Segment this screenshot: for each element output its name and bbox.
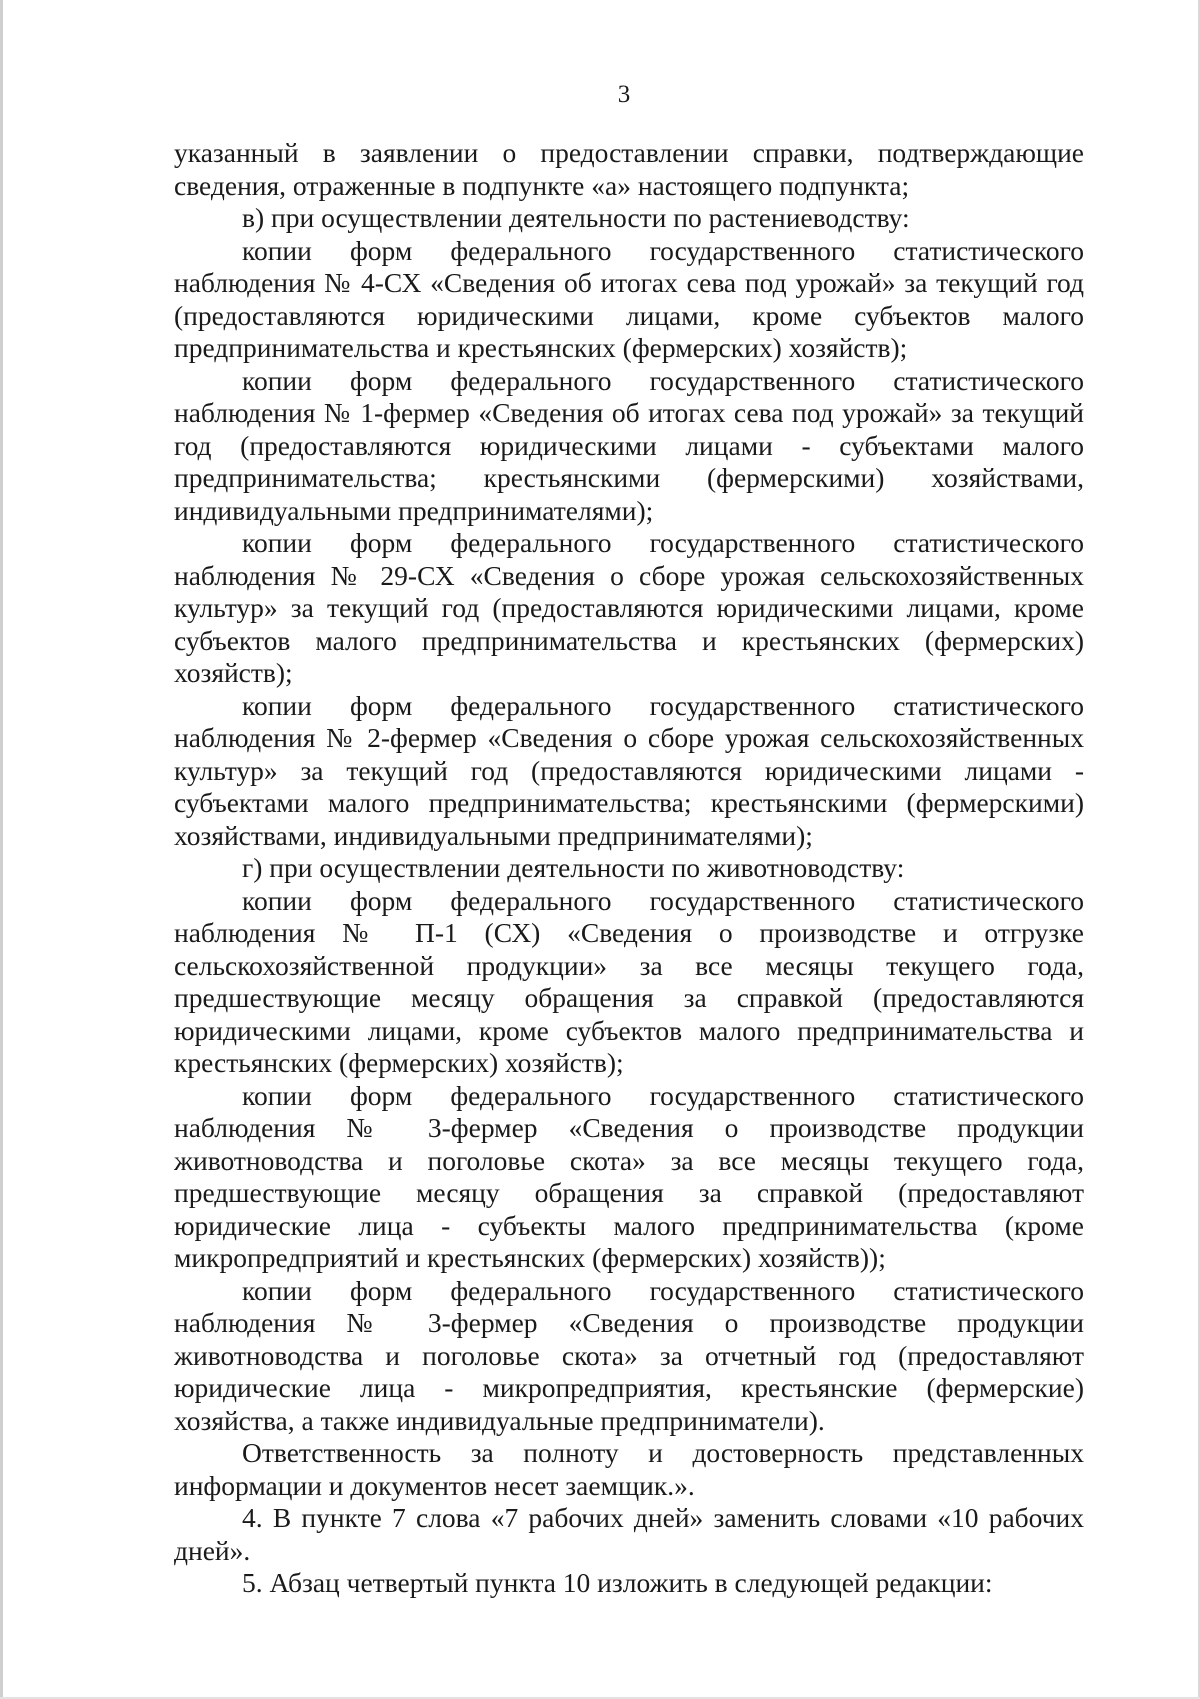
- paragraph: копии форм федерального государственного статистического наблюдения № 29-СХ «Сведения о сборе урожая сельскохозяйственных культур» за текущий год (предоставляются юридическими лицами, кроме субъектов малого предпринимательства и крестьянских (фермерских) хозяйств);: [174, 527, 1084, 688]
- document-body: [174, 137, 1084, 1600]
- paragraph: г) при осуществлении деятельности по животноводству:: [242, 852, 905, 883]
- paragraph: копии форм федерального государственного статистического наблюдения № 1-фермер «Сведения об итогах сева под урожай» за текущий год (предоставляются юридическими лицами - субъектами малого предпринимательства; крестьянскими (фермерскими) хозяйствами, индивидуальными предпринимателями);: [174, 364, 1084, 526]
- paragraph: в) при осуществлении деятельности по растениеводству:: [242, 202, 910, 233]
- paragraph: копии форм федерального государственного статистического наблюдения № 4-СХ «Сведения об итогах сева под урожай» за текущий год (предоставляются юридическими лицами, кроме субъектов малого предпринимательства и крестьянских (фермерских) хозяйств);: [174, 234, 1084, 363]
- paragraph: копии форм федерального государственного статистического наблюдения № 3-фермер «Сведения о производстве продукции животноводства и поголовье скота» за отчетный год (предоставляют юридические лица - микропредприятия, крестьянские (фермерские) хозяйства, а также индивидуальные предприниматели).: [174, 1274, 1084, 1436]
- paragraph: 5. Абзац четвертый пункта 10 изложить в следующей редакции:: [242, 1567, 993, 1598]
- paragraph: указанный в заявлении о предоставлении справки, подтверждающие сведения, отраженные в подпункте «а» настоящего подпункта;: [174, 137, 1084, 201]
- page-number: 3: [617, 81, 631, 108]
- paragraph: копии форм федерального государственного статистического наблюдения № 3-фермер «Сведения о производстве продукции животноводства и поголовье скота» за все месяцы текущего года, предшествующие месяцу обращения за справкой (предоставляют юридические лица - субъекты малого предпринимательства (кроме микропредприятий и крестьянских (фермерских) хозяйств));: [174, 1079, 1084, 1273]
- paragraph: копии форм федерального государственного статистического наблюдения № П-1 (СХ) «Сведения о производстве и отгрузке сельскохозяйственной продукции» за все месяцы текущего года, предшествующие месяцу обращения за справкой (предоставляются юридическими лицами, кроме субъектов малого предпринимательства и крестьянских (фермерских) хозяйств);: [174, 884, 1084, 1078]
- paragraph: копии форм федерального государственного статистического наблюдения № 2-фермер «Сведения о сборе урожая сельскохозяйственных культур» за текущий год (предоставляются юридическими лицами - субъектами малого предпринимательства; крестьянскими (фермерскими) хозяйствами, индивидуальными предпринимателями);: [174, 689, 1084, 851]
- paragraph: Ответственность за полноту и достоверность представленных информации и документов несет заемщик.».: [174, 1437, 1084, 1501]
- paragraph: 4. В пункте 7 слова «7 рабочих дней» заменить словами «10 рабочих дней».: [174, 1502, 1084, 1566]
- scan-edge-left: [0, 0, 3, 1699]
